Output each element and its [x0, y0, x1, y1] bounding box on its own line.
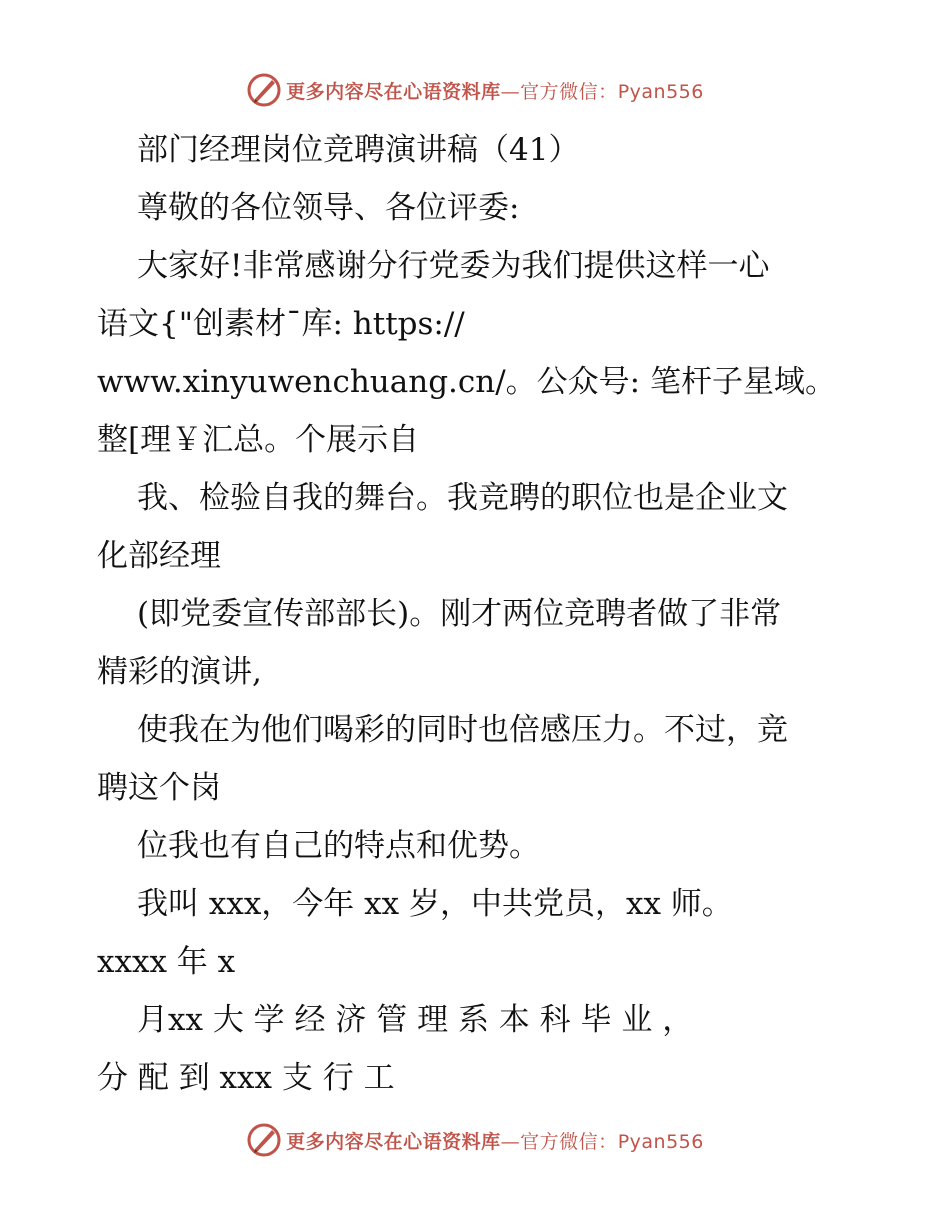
paragraph-line: xxxx 年 x — [97, 944, 236, 980]
paragraph-line: 整[理￥汇总。个展示自 — [97, 422, 420, 458]
footer-banner — [0, 1120, 950, 1160]
footer-site-name: 更多内容尽在心语资料库 — [286, 1130, 501, 1153]
paragraph-line: 大家好!非常感谢分行党委为我们提供这样一心 — [137, 248, 770, 284]
header-wechat-id: Pyan556 — [617, 80, 704, 103]
paragraph-line: 我叫 xxx，今年 xx 岁，中共党员，xx 师。 — [137, 886, 733, 922]
paragraph-line: 位我也有自己的特点和优势。 — [137, 828, 540, 864]
paragraph-line: 精彩的演讲, — [97, 654, 262, 690]
paragraph-line: www.xinyuwenchuang.cn/。公众号: 笔杆子星域。 — [97, 364, 836, 400]
header-separator: — — [500, 80, 521, 103]
header-site-name: 更多内容尽在心语资料库 — [286, 80, 501, 103]
document-body — [97, 121, 877, 1107]
header-wechat-label: 官方微信： — [520, 80, 618, 103]
header-banner-text — [286, 77, 704, 104]
paragraph-line: 使我在为他们喝彩的同时也倍感压力。不过，竞 — [137, 712, 788, 748]
salutation: 尊敬的各位领导、各位评委: — [137, 190, 520, 226]
footer-wechat-id: Pyan556 — [617, 1130, 704, 1153]
paragraph-line: 聘这个岗 — [97, 770, 221, 806]
document-title: 部门经理岗位竞聘演讲稿（41） — [137, 132, 580, 168]
paragraph-line: 化部经理 — [97, 538, 221, 574]
paragraph-line: 我、检验自我的舞台。我竞聘的职位也是企业文 — [137, 480, 788, 516]
footer-banner-text — [286, 1127, 704, 1154]
paragraph-line: 语文{"创素材¯库: https:// — [97, 306, 465, 342]
footer-separator: — — [500, 1130, 521, 1153]
header-banner — [0, 70, 950, 110]
quill-logo-icon — [246, 1122, 282, 1158]
footer-wechat-label: 官方微信： — [520, 1130, 618, 1153]
paragraph-line: 月xx 大 学 经 济 管 理 系 本 科 毕 业 ， — [137, 1002, 694, 1038]
paragraph-line: 分 配 到 xxx 支 行 工 — [97, 1060, 395, 1096]
paragraph-line: (即党委宣传部部长)。刚才两位竞聘者做了非常 — [137, 596, 782, 632]
quill-logo-icon — [246, 72, 282, 108]
